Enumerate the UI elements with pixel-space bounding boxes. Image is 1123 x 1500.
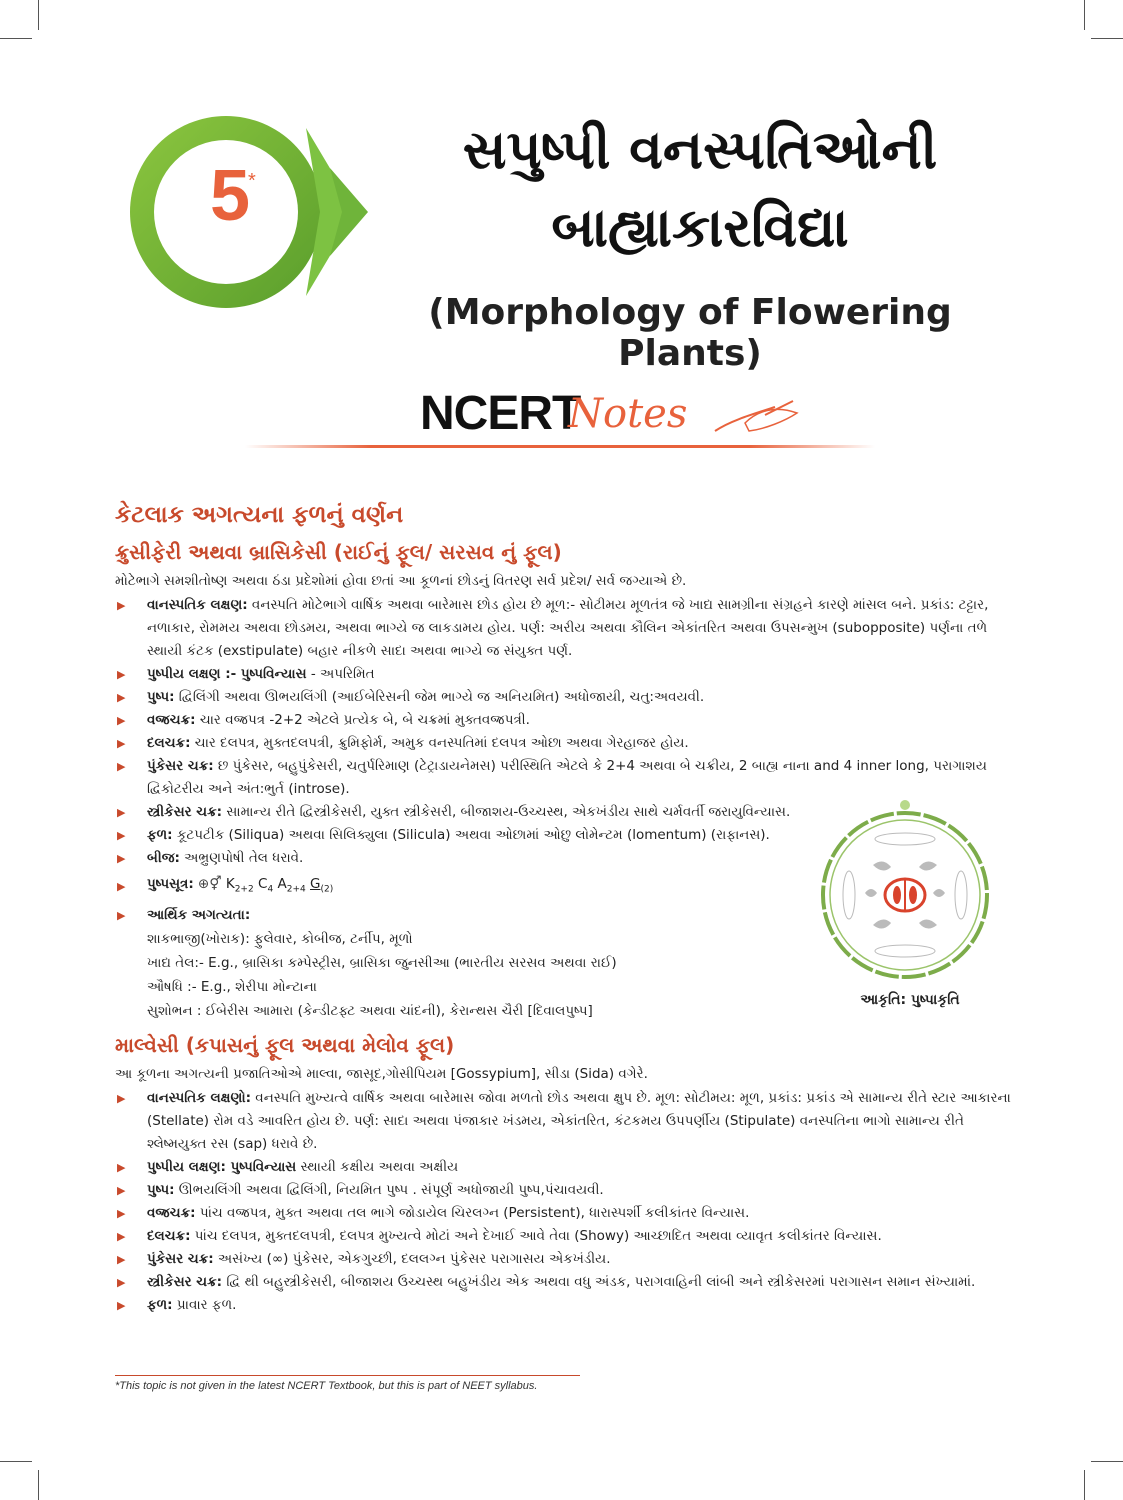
footnote: *This topic is not given in the latest NCERT Textbook, but this is part of NEET syllabus. [115,1380,538,1392]
family-intro: મોટેભાગે સમશીતોષ્ણ અથવા ઠંડા પ્રદેશોમાં હોવા છતાં આ કૂળનાં છોડનું વિતરણ સર્વ પ્રદેશ/ સર્વ જગ્યાએ છે. [115,573,687,589]
bullet-icon: ▶ [117,1206,126,1220]
ncert-notes-logo [420,385,820,445]
item-text: છ પુંકેસર, બહુપુંકેસરી, ચતુર્પરિમાણ (ટેટ્રાડાયનેમસ) પરીસ્થિતિ એટલે કે 2+4 અથવા બે ચક્રીય, 2 બાહ્ય નાના and 4 inner long, પરાગાશય દ્વિકોટરીય અને અંત:ભુર્ત (introse). [147,758,987,797]
bullet-icon: ▶ [117,599,126,612]
list-item [115,686,1015,709]
brand-ncert: NCERT [420,387,581,440]
economic-line: શાકભાજી(ખોરાક): ફુલેવાર, કોબીજ, ટર્નીપ, મૂળો [147,930,413,947]
list-item [115,1156,1015,1179]
list-item [115,1225,1015,1248]
item-text: સામાન્ય રીતે દ્વિસ્ત્રીકેસરી, યુક્ત સ્ત્રીકેસરી, બીજાશય-ઉચ્ચસ્થ, એકખંડીય સાથે ચર્મવર્તી જરાયુવિન્યાસ. [222,804,791,820]
list-item [115,1294,1015,1317]
item-label: દલચક્ર: [147,735,191,751]
item-text: પાંચ વજ્રપત્ર, મુક્ત અથવા તલ ભાગે જોડાયેલ ચિરલગ્ન (Persistent), ધારાસ્પર્શી કલીકાંતર વિન્યાસ. [195,1204,750,1221]
diagram-caption: આકૃતિ: પુષ્પાકૃતિ [860,992,960,1008]
item-text: ઊભયલિંગી અથવા દ્વિલિંગી, નિયમિત પુષ્પ . સંપૂર્ણ અધોજાયી પુષ્પ,પંચાવયવી. [174,1181,604,1198]
formula-g: G [310,876,321,892]
item-text: દ્વિલિંગી અથવા ઊભયલિંગી (આઈબેરિસની જેમ ભાગ્યે જ અનિયમિત) અધોજાયી, ચતુ:અવયવી. [174,689,705,705]
bullet-icon: ▶ [117,806,126,819]
crop-mark [0,1461,32,1462]
bullet-icon: ▶ [117,714,126,727]
bullet-icon: ▶ [117,737,126,750]
malvaceae-list [115,1087,1015,1317]
family-intro: આ કૂળના અગત્યની પ્રજાતિઓએ માલ્વા, જાસૂદ,ગોસીપિયમ [Gossypium], સીડા (Sida) વગેરે. [115,1065,648,1082]
list-item [115,1271,1015,1294]
item-label: પુષ્પ: [147,689,175,705]
bullet-icon: ▶ [117,1160,126,1174]
economic-line: સુશોભન : ઈબેરીસ આમારા (કેન્ડીટફ્ટ અથવા ચાંદની), કેરાન્થસ ચૈરી [દિવાલપુષ્પ] [147,1002,593,1019]
formula-k: K [225,876,235,892]
crop-mark [1091,1461,1123,1462]
list-item [115,1087,1015,1156]
list-item [115,1179,1015,1202]
bullet-icon: ▶ [117,668,126,681]
economic-line: ઔષધિ :- E.g., શેરીપા મોન્ટાના [147,978,317,995]
item-label: વજ્રચક્ર: [147,712,196,728]
item-text: અસંખ્ય (∞) પુંકેસર, એકગુચ્છી, દલલગ્ન પુંકેસર પરાગાસય એકખંડીય. [213,1250,611,1267]
crop-mark [0,38,32,39]
list-item [115,1248,1015,1271]
chapter-asterisk: * [248,170,256,192]
item-text: અભ્રુણપોષી તેલ ધરાવે. [179,850,304,866]
item-label: દલચક્ર: [147,1227,191,1244]
list-item [115,594,1015,663]
bullet-icon: ▶ [117,1091,126,1105]
bullet-icon: ▶ [117,1298,126,1312]
bullet-icon: ▶ [117,760,126,773]
formula-c-sub: 4 [267,884,274,895]
floral-diagram [815,795,1005,995]
bullet-icon: ▶ [117,691,126,704]
bullet-icon: ▶ [117,829,126,842]
formula-c: C [258,876,268,892]
item-label: વાનસ્પતિક લક્ષણ: [147,597,248,613]
item-label: ફળ: [147,827,173,843]
item-label: પુષ્પીય લક્ષણ: પુષ્પવિન્યાસ [147,1158,297,1175]
item-label: પુષ્પ: [147,1181,175,1198]
item-label: વાનસ્પતિક લક્ષણો: [147,1089,252,1106]
pen-hand-icon [705,393,805,443]
item-label: ફળ: [147,1296,173,1313]
economic-label: આર્થિક અગત્યતા: [147,906,251,923]
crop-mark [38,1470,39,1500]
brand-notes: Notes [568,391,688,437]
item-text: ચાર વજ્રપત્ર -2+2 એટલે પ્રત્યેક બે, બે ચક્રમાં મુક્તવજ્રપત્રી. [195,712,530,728]
item-label: પુંકેસર ચક્ર: [147,1250,214,1267]
flower-symbol-icon: ⊕⚥ [198,876,222,892]
list-item [115,663,1015,686]
bullet-icon: ▶ [117,1252,126,1266]
page-title-english: (Morphology of Flowering Plants) [428,292,952,374]
item-text: દ્વિ થી બહુસ્ત્રીકેસરી, બીજાશય ઉચ્ચસ્થ બહુખંડીય એક અથવા વધુ અંડક, પરાગવાહિની લાંબી અને સ્ત્રીકેસરમાં પરાગાસન સમાન સંખ્યામાં. [222,1273,976,1290]
item-text: સ્થાયી કક્ષીય અથવા અક્ષીય [296,1158,459,1175]
family-heading-malvaceae: માલ્વેસી (કપાસનું ફૂલ અથવા મેલોવ ફૂલ) [115,1032,455,1057]
crop-mark [38,0,39,30]
formula-label: પુષ્પસૂત્ર: [147,876,194,892]
bullet-icon: ▶ [117,1275,126,1289]
page-title-gujarati-line2: બાહ્યાકારવિદ્યા [551,196,849,259]
item-text: કૂટપટીક (Siliqua) અથવા સિલિક્યુલા (Silicula) અથવા ઓછામાં ઓછુ લોમેન્ટમ (lomentum) (રાફાનસ). [172,827,770,843]
item-text: પાંચ દલપત્ર, મુક્તદલપત્રી, દલપત્ર મુખ્યત્વે મોટાં અને દેખાઈ આવે તેવા (Showy) આચ્છાદિત અથવા વ્યાવૃત કલીકાંતર વિન્યાસ. [190,1227,882,1244]
item-text: - અપરિમિત [306,666,375,682]
formula-a-sub: 2+4 [286,884,306,895]
formula-g-sub: (2) [320,884,334,895]
list-item [115,1202,1015,1225]
section-heading: કેટલાક અગત્યના ફળનું વર્ણન [115,502,404,528]
bullet-icon: ▶ [117,908,126,922]
footnote-divider [115,1375,580,1376]
page-title-gujarati-line1: સપુષ્પી વનસ્પતિઓની [462,118,938,181]
item-label: પુંકેસર ચક્ર: [147,758,214,774]
crop-mark [1084,1470,1085,1500]
crop-mark [1091,38,1123,39]
crop-mark [1084,0,1085,30]
economic-line: ખાદ્ય તેલ:- E.g., બ્રાસિકા કમ્પેસ્ટ્રીસ, બ્રાસિકા જુનસીઆ (ભારતીય સરસવ અથવા રાઈ) [147,954,617,971]
item-label: સ્ત્રીકેસર ચક્ર: [147,1273,223,1290]
list-item [115,732,1015,755]
bullet-icon: ▶ [117,880,126,893]
brand-divider [245,445,875,448]
item-text: વનસ્પતિ મોટેભાગે વાર્ષિક અથવા બારેમાસ છોડ હોય છે મૂળ:- સોટીમય મૂળતંત્ર જે ખાદ્ય સામગ્રીના સંગ્રહને કારણે માંસલ બને. પ્રકાંડ: ટટ્ટાર, નળાકાર, રોમમય અથવા છોડમય, અથવા ભાગ્યે જ લાકડામય હોય. પર્ણ: અરીય અથવા કૌલિન એકાંતરિત અથવા ઉપસન્મુખ (subopposite) પર્ણના તળે સ્થાયી કંટક (exstipulate) બહાર નીકળે સાદા અથવા ભાગ્યે જ સંયુક્ત પર્ણ. [147,597,989,659]
formula-a: A [277,876,287,892]
chapter-number: 5 [209,156,251,236]
family-heading-cruciferae: ક્રુસીફેરી અથવા બ્રાસિકેસી (રાઈનું ફૂલ/ સરસવ નું ફૂલ) [115,540,562,564]
item-text: ચાર દલપત્ર, મુક્તદલપત્રી, ક્રુમિફોર્મ, અમુક વનસ્પતિમાં દલપત્ર ઓછા અથવા ગેરહાજર હોય. [190,735,689,751]
formula-k-sub: 2+2 [234,884,254,895]
bullet-icon: ▶ [117,852,126,865]
item-text: પ્રાવાર ફળ. [172,1296,237,1313]
bullet-icon: ▶ [117,1229,126,1243]
item-label: પુષ્પીય લક્ષણ :- પુષ્પવિન્યાસ [147,666,307,682]
list-item [115,709,1015,732]
item-label: સ્ત્રીકેસર ચક્ર: [147,804,223,820]
item-label: બીજ: [147,850,180,866]
bullet-icon: ▶ [117,1183,126,1197]
item-label: વજ્રચક્ર: [147,1204,196,1221]
item-text: વનસ્પતિ મુખ્યત્વે વાર્ષિક અથવા બારેમાસ જોવા મળતો છોડ અથવા ક્ષુપ છે. મૂળ: સોટીમય: મૂળ, પ્રકાંડ: પ્રકાંડ એ સામાન્ય રીતે સ્ટાર આકારના (Stellate) રોમ વડે આવરિત હોય છે. પર્ણ: સાદા અથવા પંજાકાર ખંડમય, એકાંતરિત, કંટકમય ઉપપર્ણીય (Stipulate) વનસ્પતિના ભાગો સામાન્ય રીતે શ્લેષ્મયુક્ત રસ (sap) ધરાવે છે. [147,1089,1011,1152]
